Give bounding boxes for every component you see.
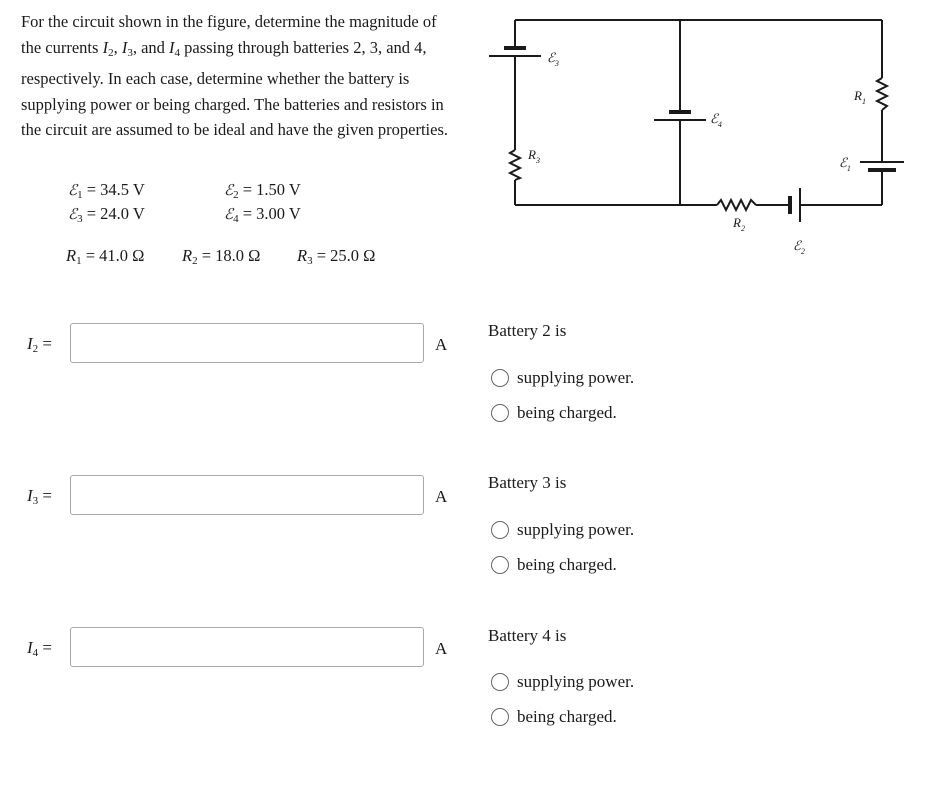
unit-i3: A — [435, 487, 448, 506]
current-symbol-i4: I — [169, 37, 175, 57]
circuit-diagram — [485, 10, 915, 260]
given-e2: ℰ$_2$ = 1.50 V — [224, 180, 301, 201]
label-e3: ℰ$_3$ — [547, 50, 559, 68]
battery2-option-charged[interactable]: being charged. — [491, 403, 617, 423]
battery2-option-supplying[interactable]: supplying power. — [491, 368, 634, 388]
label-e4: ℰ$_4$ — [710, 111, 722, 129]
answer-input-i4[interactable] — [70, 627, 424, 667]
radio-button[interactable] — [491, 369, 509, 387]
battery3-option-charged[interactable]: being charged. — [491, 555, 617, 575]
label-r2: $R_2$ — [733, 215, 745, 233]
given-e4: ℰ$_4$ = 3.00 V — [224, 204, 301, 225]
problem-text-part1: For the circuit shown in the figure, determine the magnitude of the currents — [21, 12, 437, 57]
battery3-question: Battery 3 is — [488, 473, 567, 492]
resistor-r1-zigzag — [877, 78, 887, 110]
radio-button[interactable] — [491, 708, 509, 726]
label-e1: ℰ$_1$ — [839, 155, 851, 173]
given-e1: ℰ$_1$ = 34.5 V — [68, 180, 145, 201]
answer-input-i3[interactable] — [70, 475, 424, 515]
battery2-question: Battery 2 is — [488, 321, 567, 340]
battery3-option-supplying[interactable]: supplying power. — [491, 520, 634, 540]
unit-i2: A — [435, 335, 448, 354]
answer-label-i2: $I_2$ = — [27, 334, 53, 355]
problem-text-part2: passing through batteries 2, 3, and 4, respectively. In each case, determine whether the battery is supplying power or being charged. The batteries and resistors in the circuit are assumed to be ideal and have the given properties. — [21, 37, 449, 139]
label-r1: $R_1$ — [854, 88, 866, 106]
current-sub-i2: 2 — [108, 46, 114, 59]
current-sub-i3: 3 — [127, 46, 133, 59]
radio-button[interactable] — [491, 521, 509, 539]
answer-label-i3: $I_3$ = — [27, 486, 53, 507]
given-r2: $R_2 = 18.0$ Ω — [182, 246, 261, 267]
unit-i4: A — [435, 639, 448, 658]
battery4-option-supplying[interactable]: supplying power. — [491, 672, 634, 692]
battery4-question: Battery 4 is — [488, 626, 567, 645]
current-symbol-i2: I — [102, 37, 109, 57]
given-r1: $R_1 = 41.0$ Ω — [66, 246, 145, 267]
resistor-r3-zigzag — [510, 150, 520, 180]
resistor-r2-zigzag — [717, 200, 756, 210]
current-sub-i4: 4 — [174, 46, 181, 59]
battery4-option-charged[interactable]: being charged. — [491, 707, 617, 727]
radio-button[interactable] — [491, 404, 509, 422]
given-e3: ℰ$_3$ = 24.0 V — [68, 204, 145, 225]
label-e2: ℰ$_2$ — [793, 238, 805, 256]
answer-label-i4: $I_4$ = — [27, 638, 53, 659]
label-r3: $R_3$ — [528, 147, 540, 165]
radio-button[interactable] — [491, 556, 509, 574]
current-symbol-i3: I — [121, 37, 128, 57]
radio-button[interactable] — [491, 673, 509, 691]
answer-input-i2[interactable] — [70, 323, 424, 363]
problem-statement: For the circuit shown in the figure, determine the magnitude of the currents $I_2$, $I_3$, and $I_4$ passing through batteries 2, 3, and 4, respectively. In each case, determine whether the battery is supplying power or being charged. The batteries and resistors in the circuit are assumed to be ideal and have the given properties. — [21, 12, 449, 139]
given-r3: $R_3 = 25.0$ Ω — [297, 246, 376, 267]
